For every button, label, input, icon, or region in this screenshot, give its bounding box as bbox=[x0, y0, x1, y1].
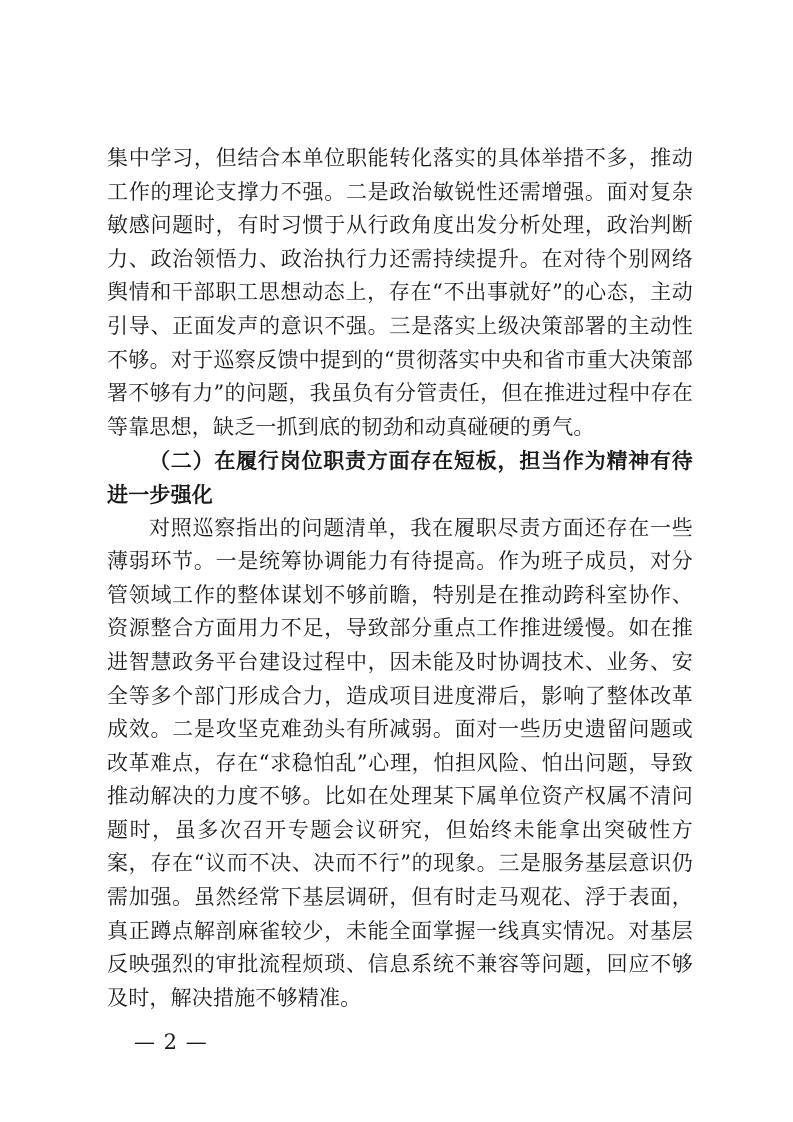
body-paragraph-2: 对照巡察指出的问题清单，我在履职尽责方面还存在一些薄弱环节。一是统筹协调能力有待提高。作为班子成员，对分管领域工作的整体谋划不够前瞻，特别是在推动跨科室协作、资源整合方面用力不足，导致部分重点工作推进缓慢。如在推进智慧政务平台建设过程中，因未能及时协调技术、业务、安全等多个部门形成合力，造成项目进度滞后，影响了整体改革成效。二是攻坚克难劲头有所减弱。面对一些历史遗留问题或改革难点，存在“求稳怕乱”心理，怕担风险、怕出问题，导致推动解决的力度不够。比如在处理某下属单位资产权属不清问题时，虽多次召开专题会议研究，但始终未能拿出突破性方案，存在“议而不决、决而不行”的现象。三是服务基层意识仍需加强。虽然经常下基层调研，但有时走马观花、浮于表面，真正蹲点解剖麻雀较少，未能全面掌握一线真实情况。对基层反映强烈的审批流程烦琐、信息系统不兼容等问题，回应不够及时，解决措施不够精准。 bbox=[107, 515, 693, 1010]
page-number: — 2 — bbox=[134, 1030, 208, 1054]
document-body bbox=[107, 142, 693, 1015]
section-heading: （二）在履行岗位职责方面存在短板，担当作为精神有待进一步强化 bbox=[107, 448, 693, 507]
body-paragraph-1: 集中学习，但结合本单位职能转化落实的具体举措不多，推动工作的理论支撑力不强。二是政治敏锐性还需增强。面对复杂敏感问题时，有时习惯于从行政角度出发分析处理，政治判断力、政治领悟力、政治执行力还需持续提升。在对待个别网络舆情和干部职工思想动态上，存在“不出事就好”的心态，主动引导、正面发声的意识不强。三是落实上级决策部署的主动性不够。对于巡察反馈中提到的“贯彻落实中央和省市重大决策部署不够有力”的问题，我虽负有分管责任，但在推进过程中存在等靠思想，缺乏一抓到底的韧劲和动真碰硬的勇气。 bbox=[107, 146, 693, 439]
